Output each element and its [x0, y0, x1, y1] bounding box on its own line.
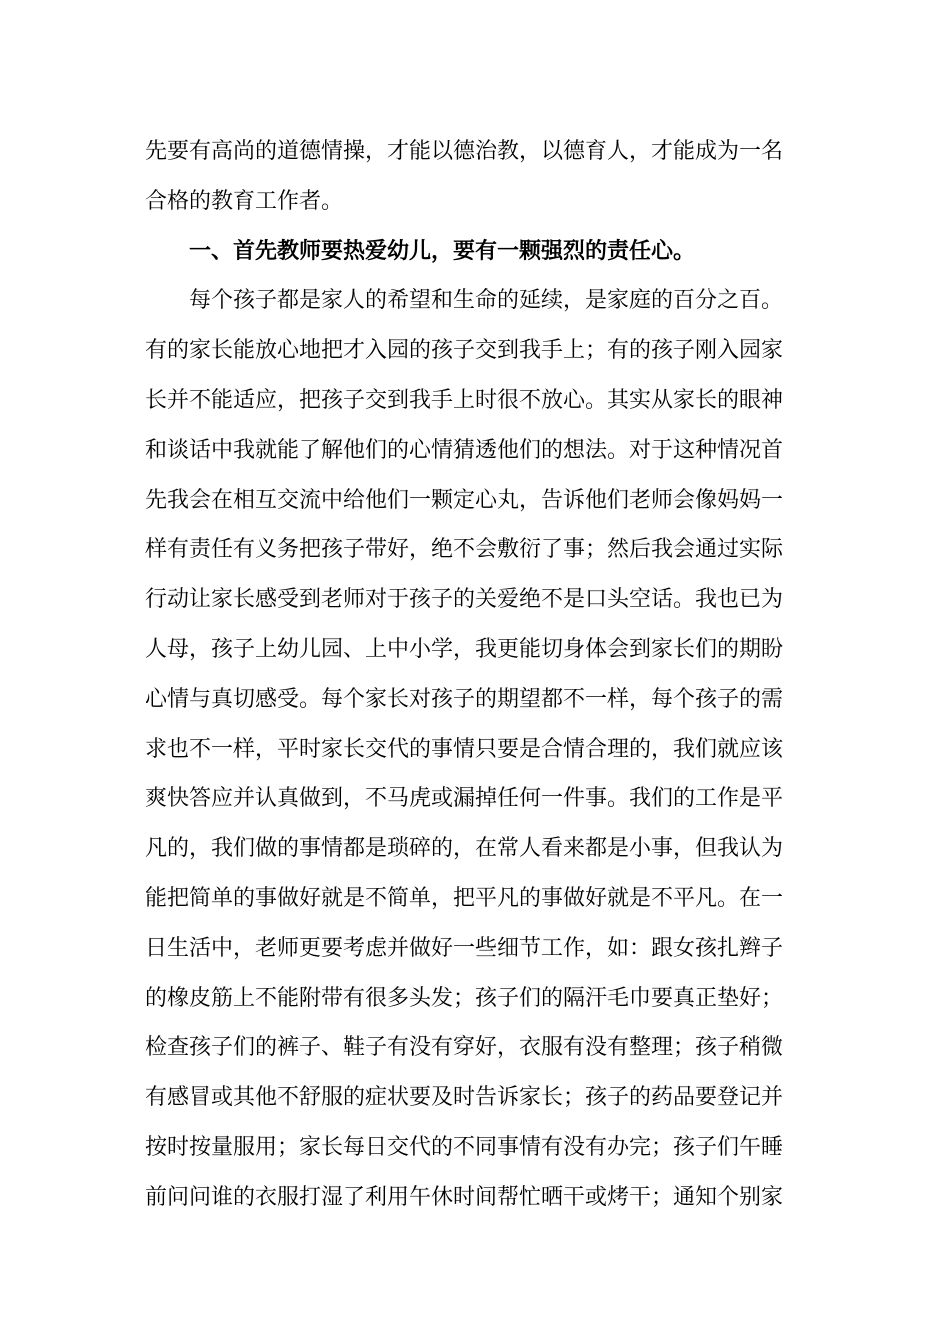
document-body — [145, 127, 815, 1223]
paragraph-first-line: 每个孩子都是家人的希望和生命的延续，是家庭的百分之百。 — [189, 288, 784, 314]
text-line: 先要有高尚的道德情操，才能以德治教，以德育人，才能成为一名 — [145, 139, 784, 164]
text-line: 按时按量服用；家长每日交代的不同事情有没有办完；孩子们午睡 — [145, 1134, 784, 1160]
text-line: 的橡皮筋上不能附带有很多头发；孩子们的隔汗毛巾要真正垫好； — [145, 985, 784, 1011]
text-line: 心情与真切感受。每个家长对孩子的期望都不一样，每个孩子的需 — [145, 686, 784, 712]
text-line: 检查孩子们的裤子、鞋子有没有穿好，衣服有没有整理；孩子稍微 — [145, 1035, 784, 1061]
text-line: 前问问谁的衣服打湿了利用午休时间帮忙晒干或烤干；通知个别家 — [145, 1184, 784, 1210]
text-line: 求也不一样，平时家长交代的事情只要是合情合理的，我们就应该 — [145, 736, 784, 762]
text-line: 人母，孩子上幼儿园、上中小学，我更能切身体会到家长们的期盼 — [145, 636, 784, 662]
section-heading: 一、首先教师要热爱幼儿，要有一颗强烈的责任心。 — [189, 238, 696, 264]
text-line: 爽快答应并认真做到，不马虎或漏掉任何一件事。我们的工作是平 — [145, 786, 784, 812]
text-line: 能把简单的事做好就是不简单，把平凡的事做好就是不平凡。在一 — [145, 885, 784, 911]
text-line: 有感冒或其他不舒服的症状要及时告诉家长；孩子的药品要登记并 — [145, 1085, 784, 1111]
text-line: 合格的教育工作者。 — [145, 188, 344, 214]
text-line: 有的家长能放心地把才入园的孩子交到我手上；有的孩子刚入园家 — [145, 338, 784, 364]
text-line: 和谈话中我就能了解他们的心情猜透他们的想法。对于这种情况首 — [145, 437, 784, 463]
text-line: 样有责任有义务把孩子带好，绝不会敷衍了事；然后我会通过实际 — [145, 537, 784, 563]
text-line: 凡的，我们做的事情都是琐碎的，在常人看来都是小事，但我认为 — [145, 836, 784, 862]
text-line: 先我会在相互交流中给他们一颗定心丸，告诉他们老师会像妈妈一 — [145, 487, 784, 513]
text-line: 长并不能适应，把孩子交到我手上时很不放心。其实从家长的眼神 — [145, 387, 784, 413]
text-line: 日生活中，老师更要考虑并做好一些细节工作，如：跟女孩扎辫子 — [145, 935, 784, 961]
text-line: 行动让家长感受到老师对于孩子的关爱绝不是口头空话。我也已为 — [145, 587, 784, 613]
